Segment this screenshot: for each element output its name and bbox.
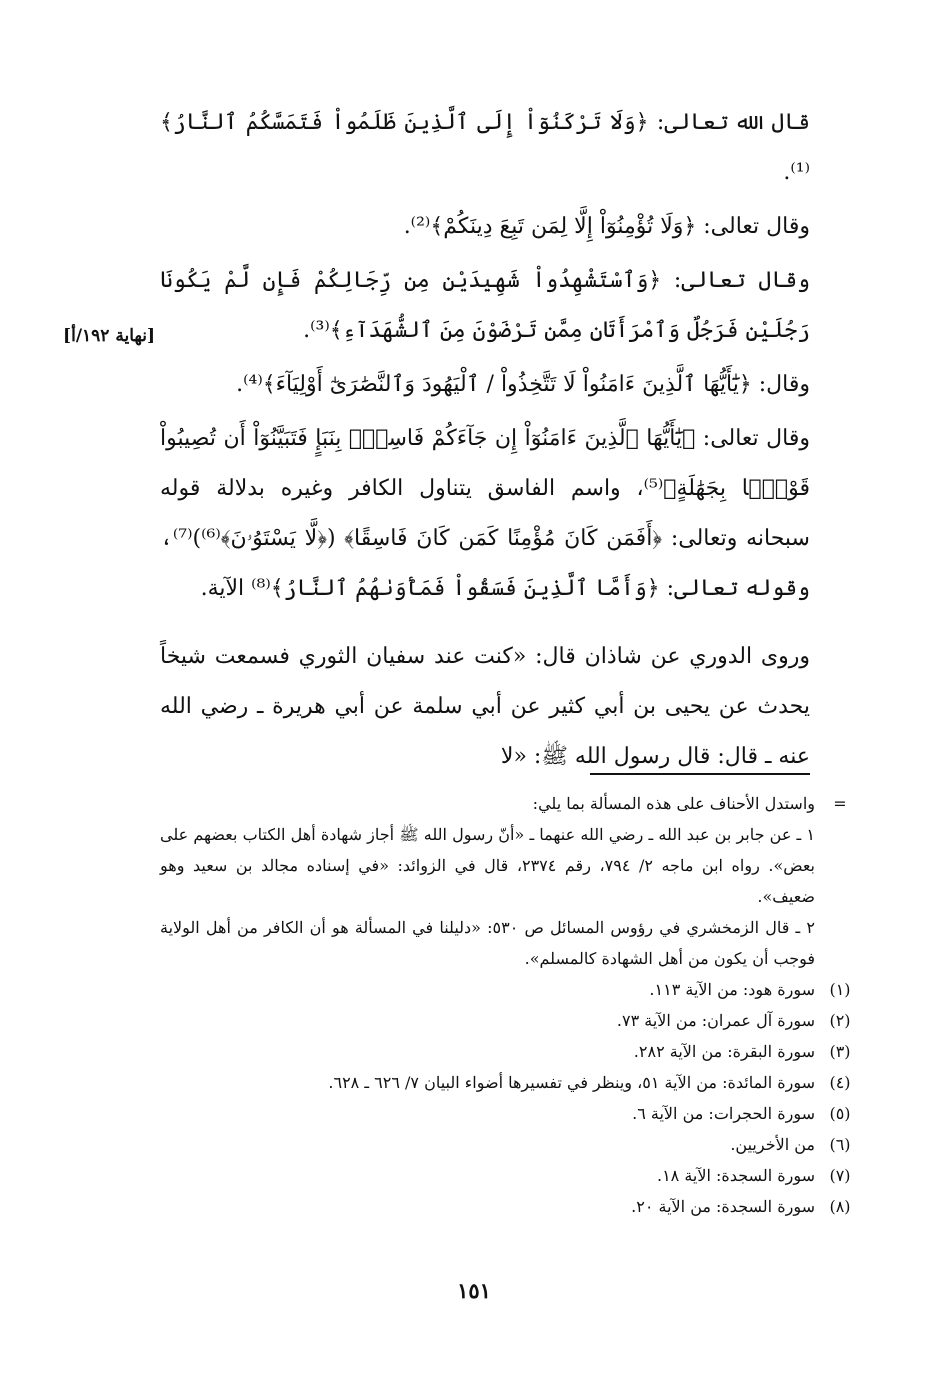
footnote-number: (٢): [829, 1011, 851, 1030]
footnote-separator: [590, 773, 810, 775]
footnote-list: [160, 974, 865, 1222]
footnote-item: [160, 1160, 865, 1191]
footnote-text: سورة الحجرات: من الآية ٦.: [632, 1104, 815, 1123]
footnote-item: [160, 1036, 865, 1067]
continuation-line-3: ٢ ـ قال الزمخشري في رؤوس المسائل ص ٥٣٠: «دليلنا في المسألة هو أن الكافر من أهل الولاية فوجب أن يكون من أهل الشهادة كالمسلم».: [160, 918, 815, 968]
footnote-item: [160, 1067, 865, 1098]
footnote-number: (٧): [829, 1166, 851, 1185]
footnote-number: (٦): [829, 1135, 851, 1154]
footnote-item: [160, 1191, 865, 1222]
footnote-item: [160, 1098, 865, 1129]
footnote-number: (٥): [829, 1104, 851, 1123]
footnote-number: (٤): [829, 1073, 851, 1092]
page-number: ١٥١: [457, 1278, 491, 1303]
continuation-line-1: واستدل الأحناف على هذه المسألة بما يلي:: [532, 794, 815, 813]
continuation-line-2: ١ ـ عن جابر بن عبد الله ـ رضي الله عنهما ـ «أنّ رسول الله ﷺ أجاز شهادة أهل الكتاب بعضهم على بعض». رواه ابن ماجه ٢/ ٧٩٤، رقم ٢٣٧٤، قال في الزوائد: «في إسناده مجالد بن سعيد وهو ضعيف».: [160, 825, 816, 906]
paragraph-3: وقال تعالى: ﴿وَٱسْتَشْهِدُواْ شَهِيدَيْنِ مِن رِّجَالِكُمْ فَإِن لَّمْ يَكُونَا رَجُلَيْنِ فَرَجُلٌ وَٱمْرَأَتَانِ مِمَّن تَرْضَوْنَ مِنَ ٱلشُّهَدَآءِ﴾⁽³⁾.: [160, 268, 810, 343]
footnote-text: سورة السجدة: من الآية ٢٠.: [631, 1197, 815, 1216]
main-text: [160, 98, 810, 786]
footnote-number: (٣): [829, 1042, 851, 1061]
paragraph-1: قال الله تعالى: ﴿وَلَا تَرْكَنُوٓاْ إِلَى ٱلَّذِينَ ظَلَمُواْ فَتَمَسَّكُمُ ٱلنَّارُ﴾⁽¹⁾.: [160, 110, 810, 185]
footnote-item: [160, 1005, 865, 1036]
continuation-mark: =: [833, 794, 847, 813]
footnote-continuation: [160, 788, 865, 974]
manuscript-page-marker: [نهاية ١٩٢/أ]: [63, 326, 155, 346]
footnote-text: سورة آل عمران: من الآية ٧٣.: [616, 1011, 815, 1030]
footnote-text: سورة المائدة: من الآية ٥١، وينظر في تفسيرها أضواء البيان ٧/ ٦٢٦ ـ ٦٢٨.: [328, 1073, 815, 1092]
footnote-text: سورة هود: من الآية ١١٣.: [649, 980, 815, 999]
footnote-text: من الأخريين.: [730, 1135, 815, 1154]
paragraph-4: وقال: ﴿يَٰٓأَيُّهَا ٱلَّذِينَ ءَامَنُواْ لَا تَتَّخِذُواْ / ٱلْيَهُودَ وَٱلنَّصَٰرَىٰٓ أَوْلِيَآءَ﴾⁽⁴⁾.: [236, 372, 810, 397]
footnote-item: [160, 1129, 865, 1160]
footnote-number: (١): [829, 980, 851, 999]
footnote-text: سورة السجدة: الآية ١٨.: [656, 1166, 815, 1185]
paragraph-5: وقال تعالى: ﴿يَٰٓأَيُّهَا ٱلَّذِينَ ءَامَنُوٓاْ إِن جَآءَكُمْ فَاسِقٌۢ بِنَبَإٍ فَتَبَيَّنُوٓاْ أَن تُصِيبُواْ قَوْمًۢا بِجَهَٰلَةٍ﴾⁽⁵⁾، واسم الفاسق يتناول الكافر وغيره بدلالة قوله سبحانه وتعالى: ﴿أَفَمَن كَانَ مُؤْمِنًا كَمَن كَانَ فَاسِقًا﴾ (﴿لَّا يَسْتَوُۥنَ﴾⁽⁶⁾)⁽⁷⁾، وقوله تعالى: ﴿وَأَمَّا ٱلَّذِينَ فَسَقُواْ فَمَأْوَىٰهُمُ ٱلنَّارُ﴾⁽⁸⁾ الآية.: [160, 426, 810, 601]
footnote-number: (٨): [829, 1197, 851, 1216]
footnote-text: سورة البقرة: من الآية ٢٨٢.: [633, 1042, 815, 1061]
footnotes: [160, 788, 865, 1222]
footnote-item: [160, 974, 865, 1005]
paragraph-6: وروى الدوري عن شاذان قال: «كنت عند سفيان الثوري فسمعت شيخاً يحدث عن يحيى بن أبي كثير عن أبي سلمة عن أبي هريرة ـ رضي الله عنه ـ قال: قال رسول الله ﷺ: «لا: [160, 644, 810, 769]
paragraph-2: وقال تعالى: ﴿وَلَا تُؤْمِنُوٓاْ إِلَّا لِمَن تَبِعَ دِينَكُمْ﴾⁽²⁾.: [403, 214, 810, 239]
